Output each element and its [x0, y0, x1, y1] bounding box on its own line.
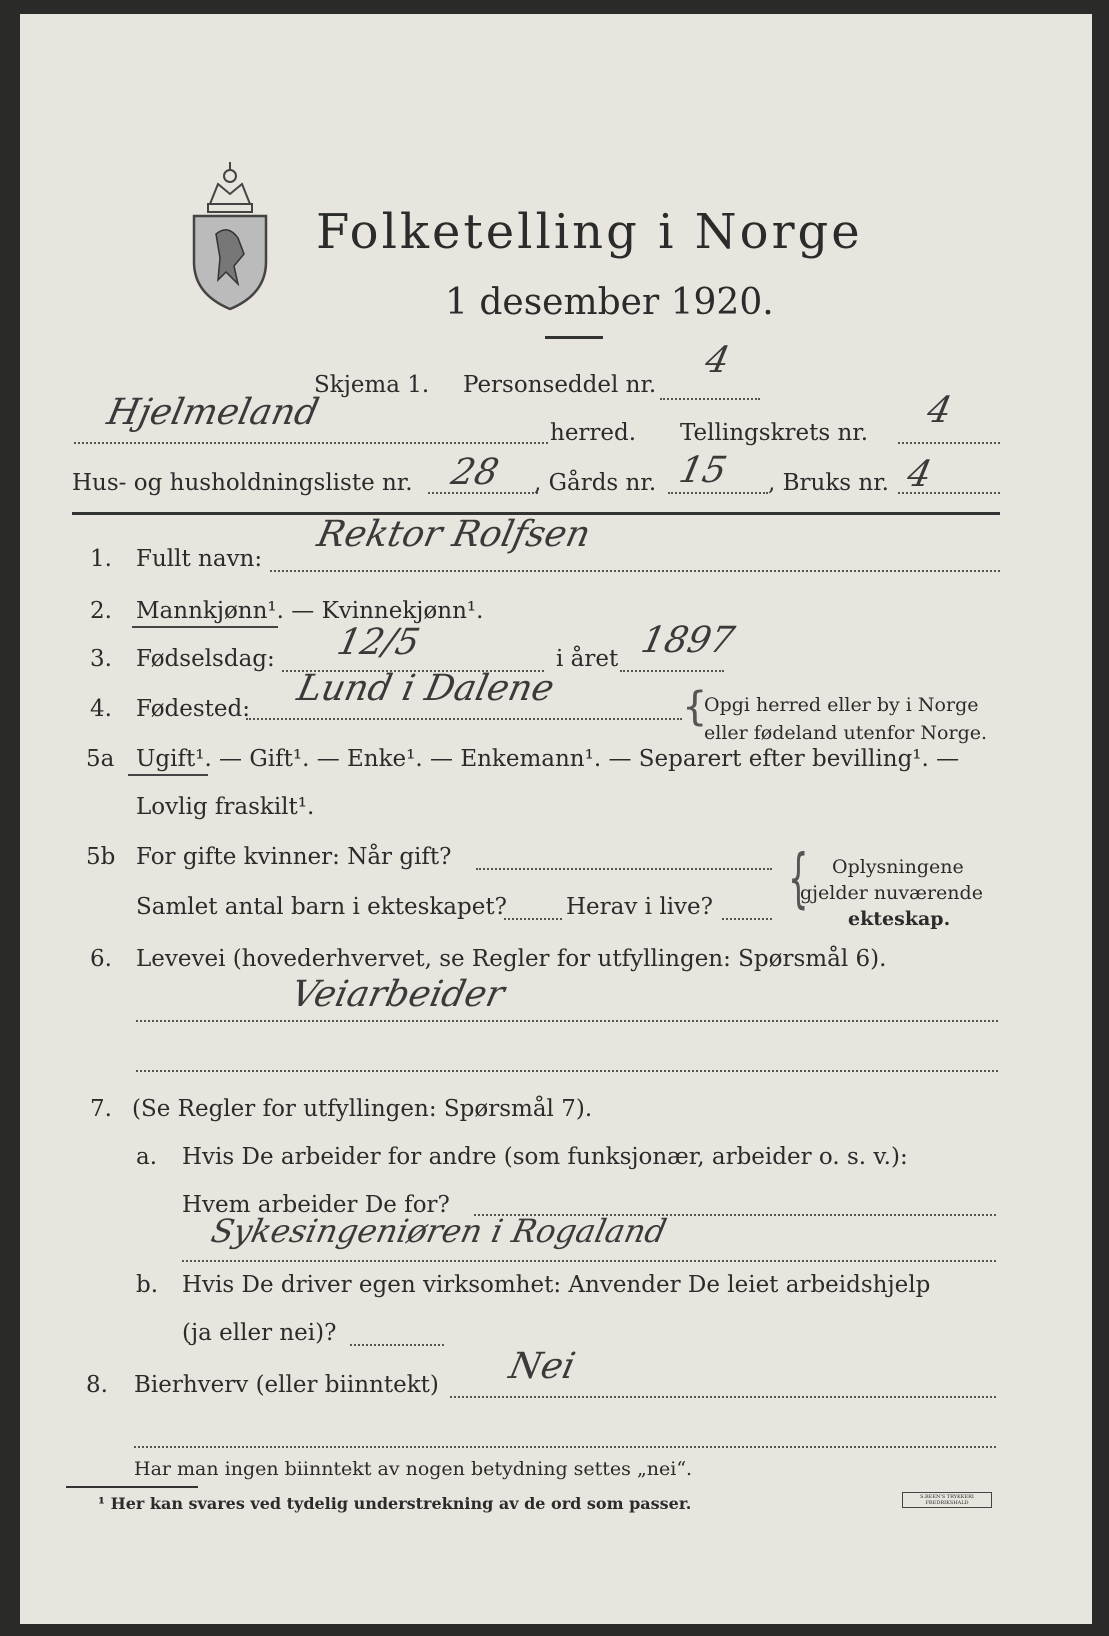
- tellingskrets-line[interactable]: [898, 442, 1000, 444]
- personseddel-value: 4: [701, 340, 734, 381]
- title-underline: [545, 336, 603, 339]
- q7b-answer-line[interactable]: [350, 1344, 444, 1346]
- q8-line2[interactable]: [134, 1446, 996, 1448]
- q3-year-value: 1897: [637, 620, 738, 661]
- q6-label: Levevei (hovederhvervet, se Regler for utfyllingen: Spørsmål 6).: [136, 946, 887, 972]
- q6-line1[interactable]: [136, 1020, 998, 1022]
- herred-label: herred.: [550, 420, 637, 446]
- q4-note-line1: Opgi herred eller by i Norge: [704, 694, 979, 716]
- printer-stamp: S.BEEN'S TRYKKERI FREDRIKSHALD: [902, 1492, 992, 1508]
- personseddel-line[interactable]: [660, 398, 760, 400]
- q7b-line2: (ja eller nei)?: [182, 1320, 337, 1346]
- q3-label: Fødselsdag:: [136, 646, 275, 672]
- q5b-note-line1: Oplysningene: [832, 856, 964, 878]
- q8-label: Bierhverv (eller biinntekt): [134, 1372, 439, 1398]
- schema-label: Skjema 1.: [314, 372, 430, 398]
- gards-line[interactable]: [668, 492, 768, 494]
- form-title: Folketelling i Norge: [316, 204, 863, 260]
- q8-number: 8.: [86, 1372, 108, 1398]
- q5b-number: 5b: [86, 844, 116, 870]
- q7b-number: b.: [136, 1272, 159, 1298]
- nei-note: Har man ingen biinntekt av nogen betydning settes „nei“.: [134, 1458, 693, 1480]
- q4-note-line2: eller fødeland utenfor Norge.: [704, 722, 988, 744]
- q2-label: Mannkjønn¹. — Kvinnekjønn¹.: [136, 598, 484, 624]
- q2-number: 2.: [90, 598, 112, 624]
- q3-number: 3.: [90, 646, 112, 672]
- tellingskrets-label: Tellingskrets nr.: [680, 420, 869, 446]
- q7a-line1: Hvis De arbeider for andre (som funksjonær, arbeider o. s. v.):: [182, 1144, 908, 1170]
- q5b-note-line2: gjelder nuværende: [800, 882, 983, 904]
- q5a-line2: Lovlig fraskilt¹.: [136, 794, 315, 820]
- q7a-value: Sykesingeniøren i Rogaland: [207, 1212, 670, 1250]
- coat-of-arms-icon: [188, 154, 272, 314]
- gards-label: , Gårds nr.: [534, 470, 657, 496]
- q4-number: 4.: [90, 696, 112, 722]
- q7a-number: a.: [136, 1144, 158, 1170]
- tellingskrets-value: 4: [923, 390, 956, 431]
- q5a-number: 5a: [86, 746, 115, 772]
- q1-number: 1.: [90, 546, 112, 572]
- q3-value: 12/5: [333, 622, 424, 663]
- form-date: 1 desember 1920.: [445, 282, 774, 323]
- q2-underline-mark: [132, 626, 278, 628]
- q1-line[interactable]: [270, 570, 1000, 572]
- bruks-value: 4: [903, 454, 936, 495]
- q5b-married-line[interactable]: [476, 868, 772, 870]
- hus-value: 28: [447, 452, 503, 493]
- q7a-employer-line2[interactable]: [182, 1260, 996, 1262]
- hus-label: Hus- og husholdningsliste nr.: [72, 470, 413, 496]
- census-form-page: [20, 14, 1092, 1624]
- q5b-note-brace: {: [788, 842, 809, 916]
- q3-year-line[interactable]: [620, 670, 724, 672]
- footnote-divider: [66, 1486, 198, 1488]
- q5b-alive-line[interactable]: [722, 918, 772, 920]
- q5b-note-line3: ekteskap.: [848, 908, 951, 930]
- q5b-children-line[interactable]: [504, 918, 562, 920]
- q1-label: Fullt navn:: [136, 546, 263, 572]
- q4-line[interactable]: [246, 718, 682, 720]
- q7a-line2: Hvem arbeider De for?: [182, 1192, 450, 1218]
- q7b-line1: Hvis De driver egen virksomhet: Anvender De leiet arbeidshjelp: [182, 1272, 931, 1298]
- bruks-label: , Bruks nr.: [768, 470, 889, 496]
- q8-value: Nei: [505, 1346, 579, 1387]
- footnote: ¹ Her kan svares ved tydelig understrekning av de ord som passer.: [98, 1494, 692, 1513]
- q4-note-brace: {: [682, 684, 708, 730]
- q8-line1[interactable]: [450, 1396, 996, 1398]
- personseddel-label: Personseddel nr.: [463, 372, 657, 398]
- q5a-line1: Ugift¹. — Gift¹. — Enke¹. — Enkemann¹. — Separert efter bevilling¹. —: [136, 746, 960, 772]
- q7-number: 7.: [90, 1096, 112, 1122]
- q5b-line2b: Herav i live?: [566, 894, 713, 920]
- gards-value: 15: [675, 450, 731, 491]
- q5b-line2a: Samlet antal barn i ekteskapet?: [136, 894, 507, 920]
- q7-label: (Se Regler for utfyllingen: Spørsmål 7).: [132, 1096, 593, 1122]
- herred-value: Hjelmeland: [103, 392, 323, 433]
- q6-value: Veiarbeider: [287, 974, 508, 1015]
- q4-value: Lund i Dalene: [293, 668, 558, 709]
- q6-line2[interactable]: [136, 1070, 998, 1072]
- herred-line[interactable]: [74, 442, 548, 444]
- q1-value: Rektor Rolfsen: [313, 514, 594, 555]
- q5b-line1: For gifte kvinner: Når gift?: [136, 844, 452, 870]
- q6-number: 6.: [90, 946, 112, 972]
- q5a-underline-mark: [128, 774, 208, 776]
- q3-year-label: i året: [556, 646, 619, 672]
- q4-label: Fødested:: [136, 696, 251, 722]
